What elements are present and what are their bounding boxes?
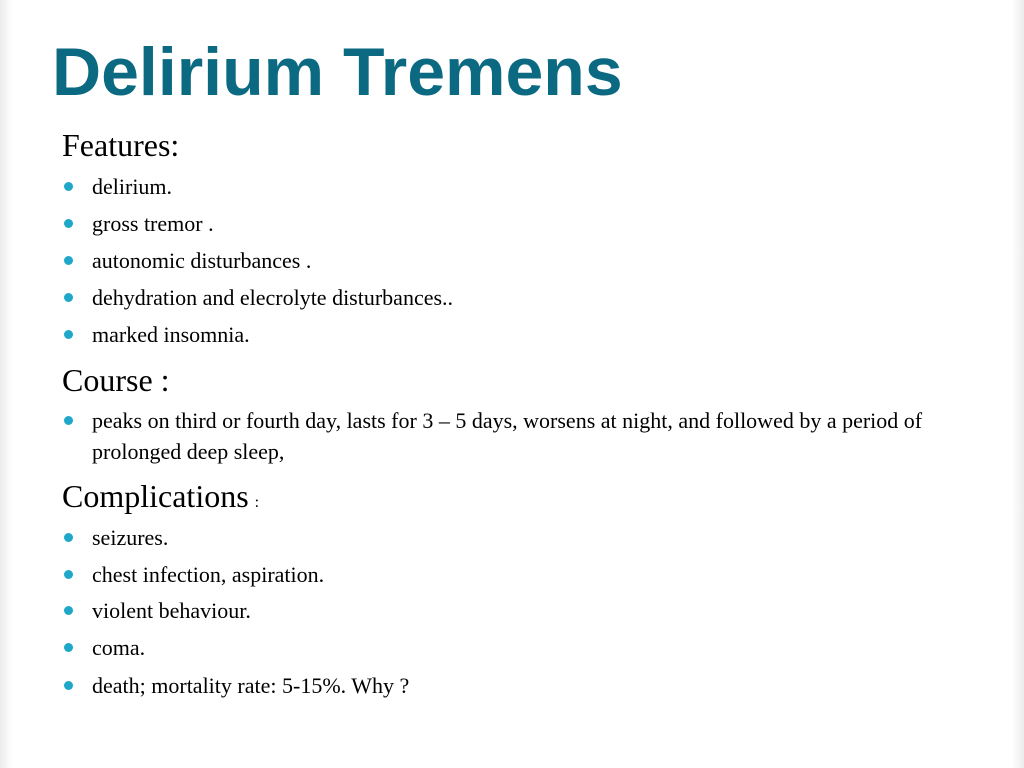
course-item-1: peaks on third or fourth day, lasts for 3 – 5 days, worsens at night, and followed by a period of prolonged deep sleep, bbox=[92, 408, 923, 464]
features-item-5: marked insomnia. bbox=[92, 322, 250, 347]
bullet-icon bbox=[64, 256, 73, 265]
bullet-icon bbox=[64, 293, 73, 302]
slide-left-edge-shadow bbox=[0, 0, 12, 768]
complications-item-4: coma. bbox=[92, 635, 146, 660]
complications-item-5: death; mortality rate: 5-15%. Why ? bbox=[92, 673, 410, 698]
features-item-1: delirium. bbox=[92, 174, 173, 199]
bullet-icon bbox=[64, 330, 73, 339]
complications-heading-colon: : bbox=[254, 494, 260, 511]
bullet-icon bbox=[64, 416, 73, 425]
complications-item-3: violent behaviour. bbox=[92, 598, 251, 623]
bullet-icon bbox=[64, 681, 73, 690]
bullet-icon bbox=[64, 606, 73, 615]
course-heading: Course : bbox=[62, 362, 170, 398]
bullet-icon bbox=[64, 219, 73, 228]
complications-item-2: chest infection, aspiration. bbox=[92, 562, 325, 587]
bullet-icon bbox=[64, 533, 73, 542]
features-item-4: dehydration and elecrolyte disturbances.. bbox=[92, 285, 454, 310]
complications-item-1: seizures. bbox=[92, 525, 169, 550]
complications-heading-text: Complications bbox=[62, 478, 249, 514]
bullet-icon bbox=[64, 182, 73, 191]
complications-heading bbox=[62, 476, 259, 523]
slide-title: Delirium Tremens bbox=[52, 34, 623, 110]
features-item-3: autonomic disturbances . bbox=[92, 248, 312, 273]
features-item-2: gross tremor . bbox=[92, 211, 214, 236]
bullet-icon bbox=[64, 570, 73, 579]
slide-right-edge-shadow bbox=[1012, 0, 1024, 768]
features-heading: Features: bbox=[62, 127, 180, 163]
bullet-icon bbox=[64, 643, 73, 652]
